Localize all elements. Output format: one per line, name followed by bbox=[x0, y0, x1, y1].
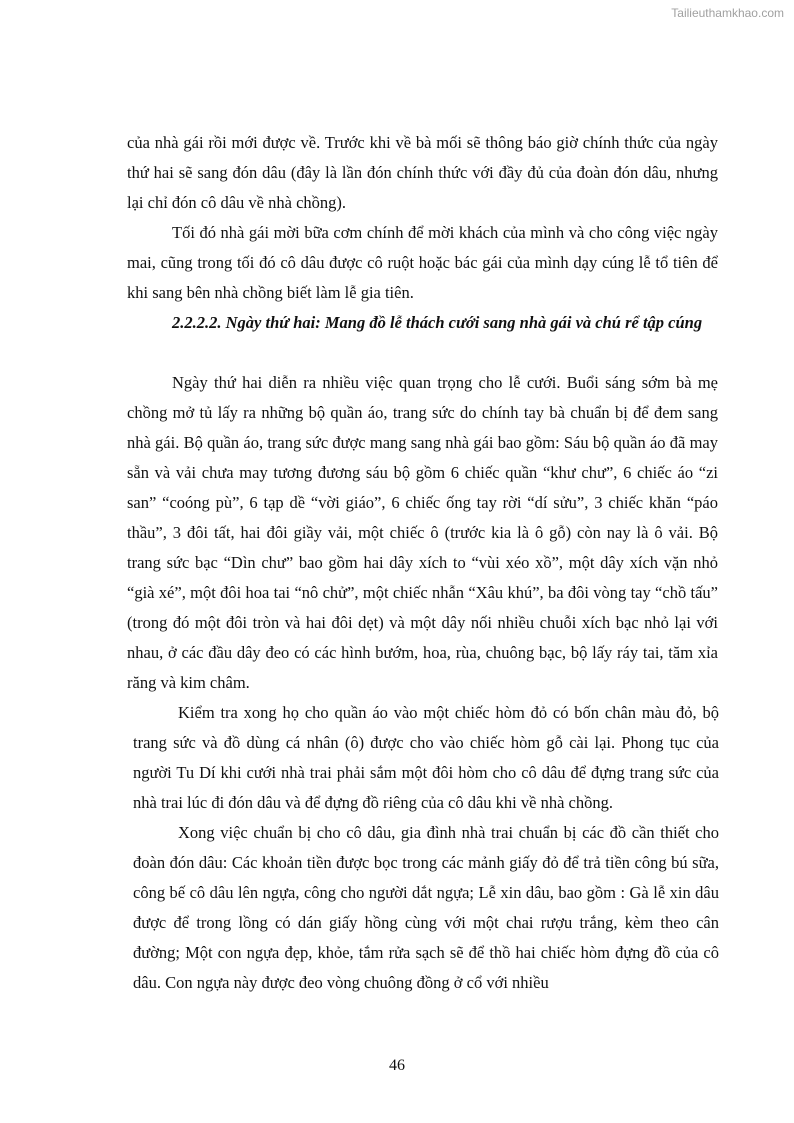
paragraph: Kiểm tra xong họ cho quần áo vào một chiếc hòm đỏ có bốn chân màu đỏ, bộ trang sức và đồ dùng cá nhân (ô) được cho vào chiếc hòm gỗ cài lại. Phong tục của người Tu Dí khi cưới nhà trai phải sắm một đôi hòm cho cô dâu để đựng trang sức của nhà trai lúc đi đón dâu và để đựng đồ riêng của cô dâu khi về nhà chồng. bbox=[133, 703, 719, 812]
paragraph: của nhà gái rồi mới được về. Trước khi về bà mối sẽ thông báo giờ chính thức của ngày thứ hai sẽ sang đón dâu (đây là lần đón chính thức với đầy đủ của đoàn đón dâu, nhưng lại chỉ đón cô dâu về nhà chồng). bbox=[127, 133, 718, 212]
paragraph: Xong việc chuẩn bị cho cô dâu, gia đình nhà trai chuẩn bị các đồ cần thiết cho đoàn đón dâu: Các khoản tiền được bọc trong các mảnh giấy đỏ để trả tiền công bú sữa, công bế cô dâu lên ngựa, công cho người dắt ngựa; Lễ xin dâu, bao gồm : Gà lễ xin dâu được để trong lồng có dán giấy hồng cùng với một chai rượu trắng, kèm theo cân đường; Một con ngựa đẹp, khỏe, tắm rửa sạch sẽ để thồ hai chiếc hòm đựng đồ của cô dâu. Con ngựa này được đeo vòng chuông đồng ở cổ với nhiều bbox=[133, 823, 719, 992]
paragraph: Tối đó nhà gái mời bữa cơm chính để mời khách của mình và cho công việc ngày mai, cũng trong tối đó cô dâu được cô ruột hoặc bác gái của mình dạy cúng lễ tổ tiên để khi sang bên nhà chồng biết làm lễ gia tiên. bbox=[127, 223, 718, 302]
paragraph: Ngày thứ hai diễn ra nhiều việc quan trọng cho lễ cưới. Buổi sáng sớm bà mẹ chồng mở tủ lấy ra những bộ quần áo, trang sức do chính tay bà chuẩn bị để đem sang nhà gái. Bộ quần áo, trang sức được mang sang nhà gái bao gồm: Sáu bộ quần áo đã may sẵn và vải chưa may tương đương sáu bộ gồm 6 chiếc quần “khư chư”, 6 chiếc áo “zi san” “coóng pù”, 6 tạp dề “vời giáo”, 6 chiếc ống tay rời “dí sửu”, 3 chiếc khăn “páo thầu”, 3 đôi tất, hai đôi giầy vải, một chiếc ô (trước kia là ô gỗ) còn nay là ô vải. Bộ trang sức bạc “Dìn chư” bao gồm hai dây xích to “vùi xéo xồ”, một dây xích vặn nhỏ “già xé”, một đôi hoa tai “nô chử”, một chiếc nhẫn “Xâu khú”, ba đôi vòng tay “chồ tấu” (trong đó một đôi tròn và hai đôi dẹt) và một dây nối nhiều chuỗi xích bạc nhỏ lại với nhau, ở các đầu dây đeo có các hình bướm, hoa, rùa, chuông bạc, bộ lấy ráy tai, tăm xỉa răng và kim châm. bbox=[127, 373, 718, 692]
watermark: Tailieuthamkhao.com bbox=[671, 6, 784, 20]
section-heading: 2.2.2.2. Ngày thứ hai: Mang đồ lễ thách cưới sang nhà gái và chú rể tập cúng bbox=[172, 313, 703, 332]
page-number: 46 bbox=[389, 1057, 405, 1074]
